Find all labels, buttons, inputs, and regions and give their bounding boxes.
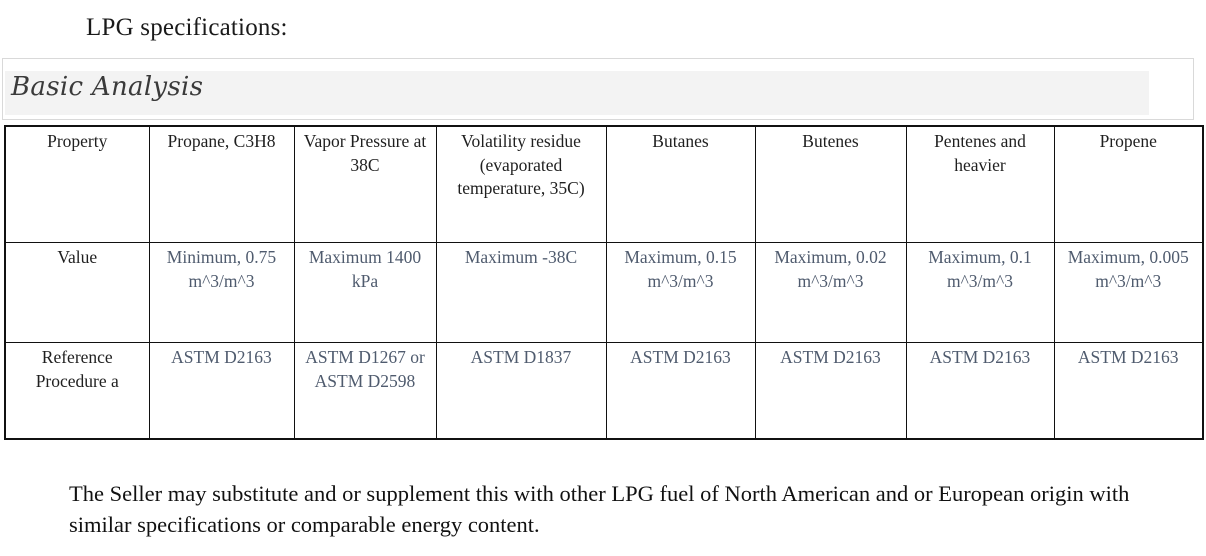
reference-cell-butenes: ASTM D2163: [755, 343, 906, 440]
reference-cell-pentenes: ASTM D2163: [906, 343, 1054, 440]
reference-cell-propene: ASTM D2163: [1054, 343, 1203, 440]
header-cell-pentenes: Pentenes and heavier: [906, 126, 1054, 243]
table-header-row: [5, 126, 1203, 243]
header-cell-propane: Propane, C3H8: [149, 126, 294, 243]
value-cell-volatility-residue: Maximum -38C: [436, 243, 606, 343]
reference-cell-volatility-residue: ASTM D1837: [436, 343, 606, 440]
header-cell-volatility-residue: Volatility residue (evaporated temperature, 35C): [436, 126, 606, 243]
reference-cell-propane: ASTM D2163: [149, 343, 294, 440]
section-heading: Basic Analysis: [11, 72, 204, 102]
value-cell-butanes: Maximum, 0.15 m^3/m^3: [606, 243, 755, 343]
table-value-row: [5, 243, 1203, 343]
reference-label-cell: Reference Procedure a: [5, 343, 149, 440]
value-cell-butenes: Maximum, 0.02 m^3/m^3: [755, 243, 906, 343]
lpg-spec-table: [4, 125, 1204, 440]
value-cell-vapor-pressure: Maximum 1400 kPa: [294, 243, 436, 343]
value-cell-propene: Maximum, 0.005 m^3/m^3: [1054, 243, 1203, 343]
value-cell-pentenes: Maximum, 0.1 m^3/m^3: [906, 243, 1054, 343]
reference-cell-vapor-pressure: ASTM D1267 or ASTM D2598: [294, 343, 436, 440]
value-label-cell: Value: [5, 243, 149, 343]
table-reference-row: [5, 343, 1203, 440]
header-cell-butanes: Butanes: [606, 126, 755, 243]
reference-cell-butanes: ASTM D2163: [606, 343, 755, 440]
section-heading-box: [2, 58, 1194, 120]
header-cell-vapor-pressure: Vapor Pressure at 38C: [294, 126, 436, 243]
header-label-cell: Property: [5, 126, 149, 243]
value-cell-propane: Minimum, 0.75 m^3/m^3: [149, 243, 294, 343]
document-title: LPG specifications:: [86, 14, 288, 41]
footer-note: The Seller may substitute and or supplement this with other LPG fuel of North American and or European origin with similar specifications or comparable energy content.: [69, 481, 1130, 537]
header-cell-propene: Propene: [1054, 126, 1203, 243]
header-cell-butenes: Butenes: [755, 126, 906, 243]
